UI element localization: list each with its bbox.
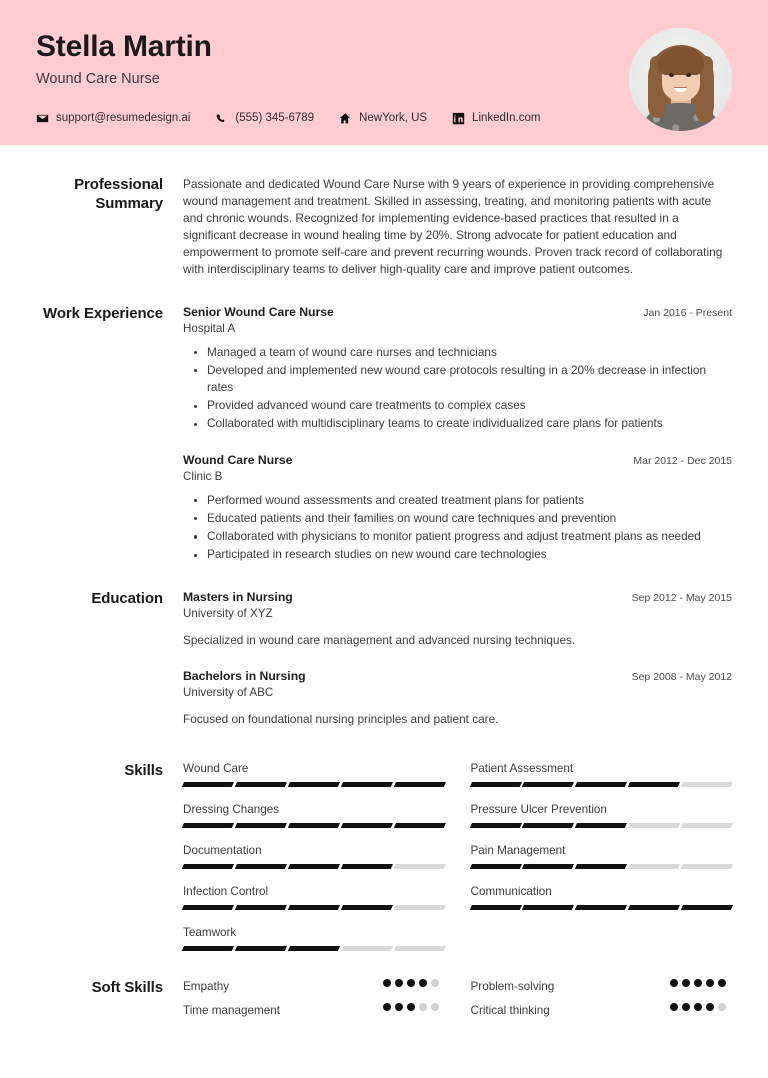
work-job-title: Senior Wound Care Nurse — [183, 304, 334, 319]
skill-bar-segment — [341, 782, 393, 787]
skill-label: Dressing Changes — [183, 803, 280, 817]
rating-dot — [407, 1003, 415, 1011]
skill-bar-segment — [235, 864, 287, 869]
education-entry — [183, 669, 732, 728]
soft-skill-rating — [670, 979, 732, 987]
rating-dot — [670, 1003, 678, 1011]
contact-phone-text: (555) 345-6789 — [235, 112, 315, 125]
skill-item — [183, 926, 445, 951]
skill-level-bar — [183, 946, 445, 951]
rating-dot — [383, 1003, 391, 1011]
rating-dot — [682, 979, 690, 987]
list-item: Participated in research studies on new wound care technologies — [207, 546, 732, 563]
skill-bar-segment — [628, 905, 680, 910]
skill-bar-segment — [394, 823, 446, 828]
skill-level-bar — [471, 823, 733, 828]
skill-bar-segment — [341, 946, 393, 951]
work-job-title: Wound Care Nurse — [183, 452, 293, 467]
contact-linkedin-text: LinkedIn.com — [472, 112, 541, 125]
skill-bar-segment — [575, 864, 627, 869]
work-bullet-list — [183, 492, 732, 564]
skill-bar-segment — [681, 905, 733, 910]
section-soft-skills — [36, 979, 732, 1017]
rating-dot — [718, 1003, 726, 1011]
skill-bar-segment — [469, 864, 521, 869]
linkedin-icon — [452, 112, 465, 125]
skill-bar-segment — [575, 782, 627, 787]
section-skills — [36, 762, 732, 967]
skill-bar-segment — [469, 823, 521, 828]
skill-bar-segment — [469, 905, 521, 910]
rating-dot — [670, 979, 678, 987]
skill-item — [183, 762, 445, 787]
rating-dot — [431, 979, 439, 987]
rating-dot — [718, 979, 726, 987]
skill-level-bar — [471, 864, 733, 869]
education-description: Specialized in wound care management and advanced nursing techniques. — [183, 633, 576, 648]
skill-level-bar — [183, 823, 445, 828]
rating-dot — [395, 1003, 403, 1011]
avatar-hair-front — [658, 47, 704, 75]
education-school: University of ABC — [183, 686, 274, 700]
contact-item-phone[interactable] — [215, 112, 314, 125]
soft-skill-rating — [383, 1003, 445, 1011]
skill-grid — [183, 762, 732, 967]
contact-email-text: support@resumedesign.ai — [56, 112, 191, 125]
education-degree: Masters in Nursing — [183, 590, 293, 605]
work-entry — [183, 453, 732, 564]
skill-bar-segment — [235, 823, 287, 828]
skill-bar-segment — [182, 864, 234, 869]
soft-skill-label: Empathy — [183, 980, 230, 994]
rating-dot — [383, 979, 391, 987]
soft-skill-label: Time management — [183, 1004, 281, 1018]
list-item: Performed wound assessments and created treatment plans for patients — [207, 492, 732, 509]
section-professional-summary — [36, 176, 732, 279]
rating-dot — [694, 1003, 702, 1011]
skill-label: Infection Control — [183, 885, 269, 899]
section-work-experience — [36, 305, 732, 565]
section-label-summary: Professional Summary — [74, 176, 163, 212]
summary-text: Passionate and dedicated Wound Care Nurse with 9 years of experience in providing comprehensive wound management and treatment. Skilled in assessing, treating, and monitoring patients with acute and chronic wounds. Recognized for implementing evidence-based practices that resulted in a significant decrease in wound healing time by 20%. Strong advocate for patient education and empowerment to promote self-care and prevent recurring wounds. Proven track record of collaborating with interdisciplinary teams to deliver high-quality care and improve patient outcomes. — [183, 177, 723, 277]
education-entry — [183, 590, 732, 649]
skill-level-bar — [471, 905, 733, 910]
list-item: Provided advanced wound care treatments to complex cases — [207, 397, 732, 414]
skill-bar-segment — [522, 905, 574, 910]
rating-dot — [431, 1003, 439, 1011]
skill-label: Wound Care — [183, 762, 249, 776]
skill-level-bar — [183, 782, 445, 787]
skill-item — [471, 885, 733, 910]
rating-dot — [407, 979, 415, 987]
skill-bar-segment — [235, 905, 287, 910]
skill-item — [471, 844, 733, 869]
list-item: Educated patients and their families on wound care techniques and prevention — [207, 510, 732, 527]
skill-bar-segment — [182, 946, 234, 951]
skill-bar-segment — [575, 823, 627, 828]
header-text-block — [36, 26, 540, 125]
skill-bar-segment — [288, 823, 340, 828]
soft-skill-item — [183, 1003, 445, 1017]
skill-bar-segment — [522, 782, 574, 787]
list-item: Collaborated with multidisciplinary teams to create individualized care plans for patients — [207, 415, 732, 432]
soft-skill-rating — [383, 979, 445, 987]
education-date-range: Sep 2012 - May 2015 — [631, 592, 732, 605]
skill-bar-segment — [681, 782, 733, 787]
avatar-eye-left — [669, 73, 674, 77]
skill-label: Communication — [470, 885, 552, 899]
section-label-education: Education — [91, 590, 163, 608]
skill-label: Documentation — [183, 844, 262, 858]
list-item: Developed and implemented new wound care protocols resulting in a 20% decrease in infection rates — [207, 362, 732, 396]
skill-level-bar — [183, 905, 445, 910]
skill-bar-segment — [394, 864, 446, 869]
skill-bar-segment — [394, 782, 446, 787]
skill-bar-segment — [575, 905, 627, 910]
skill-label: Pain Management — [470, 844, 566, 858]
work-date-range: Jan 2016 - Present — [643, 306, 732, 319]
page-title: Stella Martin — [36, 30, 212, 63]
skill-bar-segment — [288, 782, 340, 787]
skill-bar-segment — [522, 823, 574, 828]
contact-item-location[interactable] — [339, 112, 427, 125]
section-label-soft-skills: Soft Skills — [91, 979, 163, 997]
skill-label: Teamwork — [183, 926, 237, 940]
skill-label: Pressure Ulcer Prevention — [470, 803, 607, 817]
email-icon — [36, 112, 49, 125]
skill-bar-segment — [288, 946, 340, 951]
avatar-eye-right — [686, 73, 691, 77]
work-bullet-list — [183, 344, 732, 433]
skill-label: Patient Assessment — [470, 762, 574, 776]
education-date-range: Sep 2008 - May 2012 — [631, 671, 732, 684]
skill-bar-segment — [394, 946, 446, 951]
work-employer: Clinic B — [183, 469, 223, 483]
list-item: Collaborated with physicians to monitor patient progress and adjust treatment plans as needed — [207, 528, 732, 545]
avatar — [629, 28, 732, 131]
rating-dot — [694, 979, 702, 987]
education-school: University of XYZ — [183, 607, 273, 621]
skill-bar-segment — [288, 905, 340, 910]
skill-bar-segment — [628, 864, 680, 869]
rating-dot — [682, 1003, 690, 1011]
skill-bar-segment — [628, 782, 680, 787]
work-employer: Hospital A — [183, 321, 236, 335]
job-title: Wound Care Nurse — [36, 70, 160, 87]
skill-bar-segment — [341, 823, 393, 828]
phone-icon — [215, 112, 228, 125]
skill-item — [183, 885, 445, 910]
soft-skill-label: Problem-solving — [470, 980, 555, 994]
skill-item — [183, 803, 445, 828]
contact-location-text: NewYork, US — [359, 112, 428, 125]
home-icon — [339, 112, 352, 125]
resume-body — [0, 176, 768, 1017]
rating-dot — [419, 979, 427, 987]
soft-skill-grid — [183, 979, 732, 1017]
skill-bar-segment — [681, 864, 733, 869]
skill-level-bar — [183, 864, 445, 869]
work-date-range: Mar 2012 - Dec 2015 — [633, 454, 732, 467]
education-description: Focused on foundational nursing principles and patient care. — [183, 712, 499, 727]
skill-bar-segment — [628, 823, 680, 828]
skill-bar-segment — [182, 782, 234, 787]
skill-bar-segment — [341, 864, 393, 869]
soft-skill-item — [183, 979, 445, 993]
skill-bar-segment — [235, 782, 287, 787]
section-education — [36, 590, 732, 728]
rating-dot — [419, 1003, 427, 1011]
skill-bar-segment — [341, 905, 393, 910]
resume-header — [0, 0, 768, 145]
soft-skill-item — [471, 1003, 733, 1017]
skill-bar-segment — [681, 823, 733, 828]
rating-dot — [706, 1003, 714, 1011]
skill-bar-segment — [469, 782, 521, 787]
skill-level-bar — [471, 782, 733, 787]
skill-bar-segment — [182, 905, 234, 910]
rating-dot — [706, 979, 714, 987]
section-label-work: Work Experience — [43, 304, 163, 322]
skill-bar-segment — [522, 864, 574, 869]
skill-item — [471, 762, 733, 787]
contact-item-email[interactable] — [36, 112, 190, 125]
skill-item — [471, 803, 733, 828]
work-entry — [183, 305, 732, 433]
soft-skill-item — [471, 979, 733, 993]
soft-skill-label: Critical thinking — [470, 1004, 550, 1018]
contact-row — [36, 112, 540, 125]
skill-bar-segment — [235, 946, 287, 951]
rating-dot — [395, 979, 403, 987]
soft-skill-rating — [670, 1003, 732, 1011]
skill-bar-segment — [182, 823, 234, 828]
list-item: Managed a team of wound care nurses and technicians — [207, 344, 732, 361]
education-degree: Bachelors in Nursing — [183, 669, 306, 684]
skill-bar-segment — [394, 905, 446, 910]
section-label-skills: Skills — [124, 762, 163, 780]
contact-item-linkedin[interactable] — [452, 112, 540, 125]
skill-item — [183, 844, 445, 869]
skill-bar-segment — [288, 864, 340, 869]
